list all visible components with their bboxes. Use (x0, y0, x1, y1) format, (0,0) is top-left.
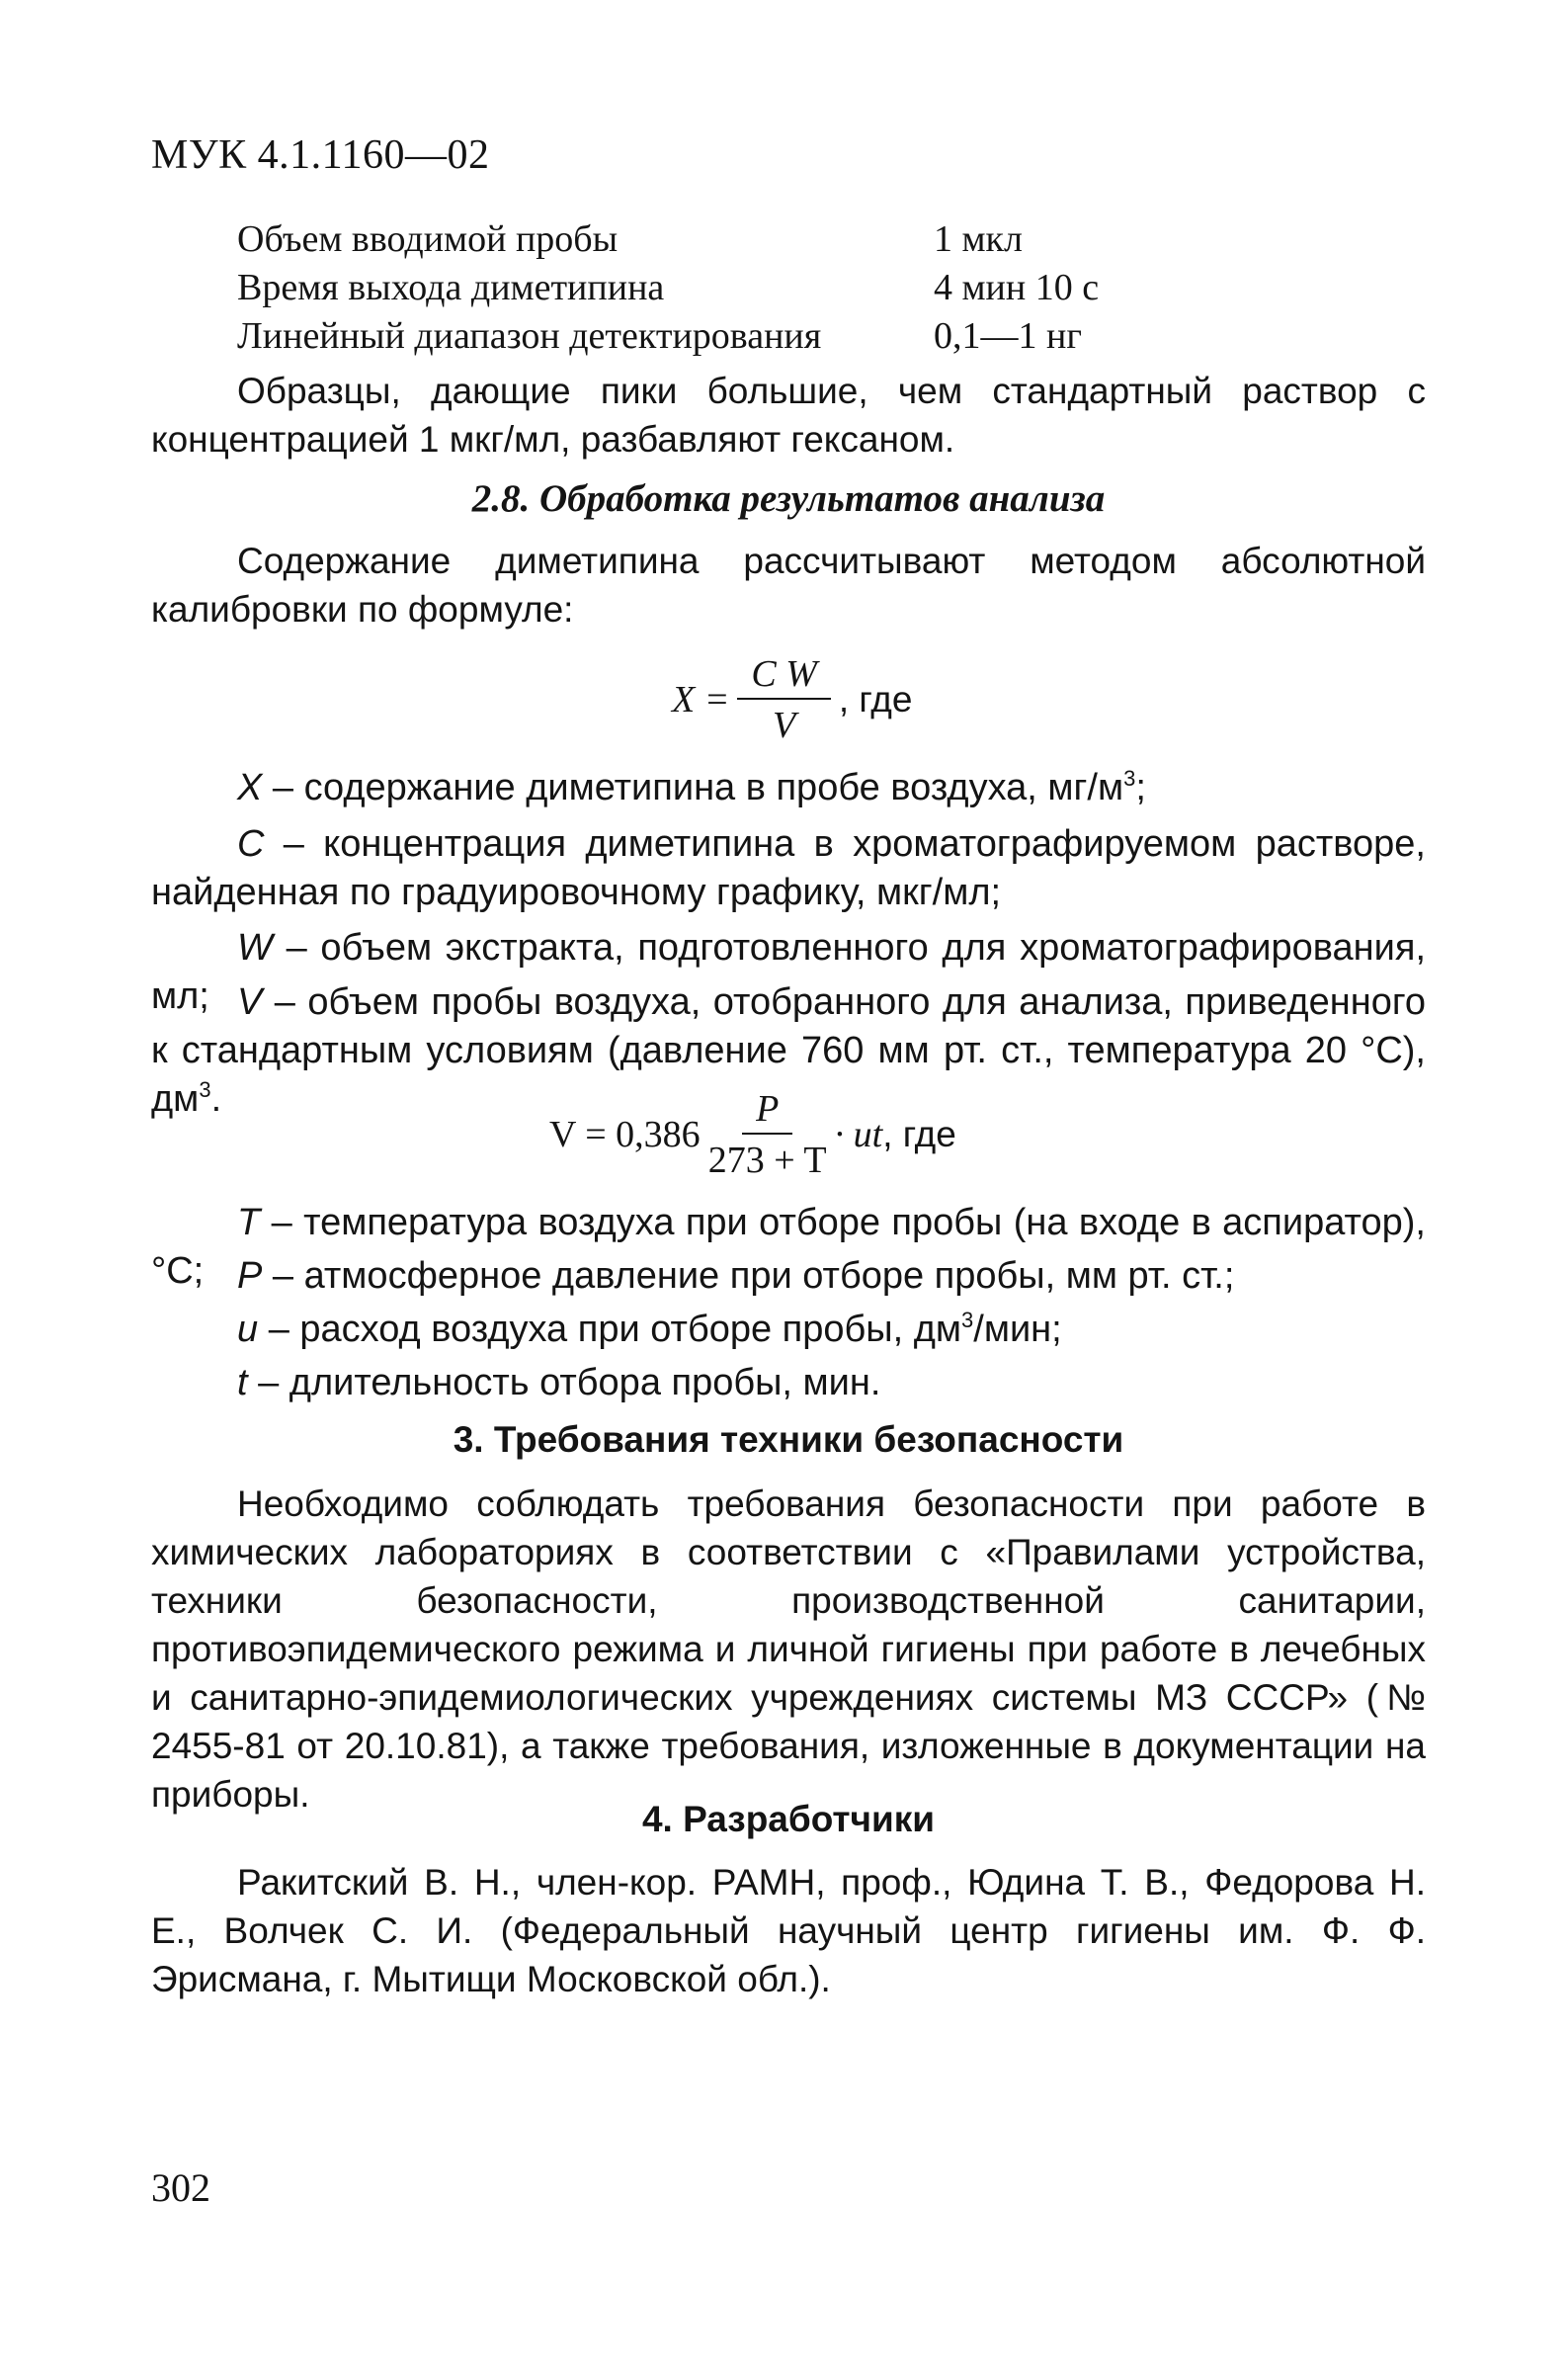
definition-c (151, 820, 1426, 917)
section-4-body: Ракитский В. Н., член-кор. РАМН, проф., Юдина Т. В., Федорова Н. Е., Волчек С. И. (Федеральный научный центр гигиены им. Ф. Ф. Эрисмана, г. Мытищи Московской обл.). (151, 1862, 1426, 1999)
def-text: – концентрация диметипина в хроматографируемом растворе, найденная по градуировочному графику, мкг/мл; (151, 823, 1426, 913)
formula-x-fraction (737, 652, 831, 747)
def-sup: 3 (199, 1077, 211, 1102)
param-value: 1 мкл (934, 218, 1023, 260)
section-2-8-title: 2.8. Обработка результатов анализа (471, 477, 1106, 520)
page-number: 302 (151, 2165, 210, 2210)
document-code: МУК 4.1.1160—02 (151, 132, 490, 178)
calculation-intro: Содержание диметипина рассчитывают методом абсолютной калибровки по формуле: (151, 541, 1426, 630)
formula-v-lhs: V = 0,386 (549, 1114, 701, 1155)
def-text: – объем экстракта, подготовленного для хроматографирования, мл; (151, 927, 1426, 1017)
def-text: – атмосферное давление при отборе пробы, мм рт. ст.; (262, 1255, 1235, 1297)
def-text: – объем пробы воздуха, отобранного для анализа, приведенного к стандартным условиям (давление 760 мм рт. ст., температура 20 °С), дм (151, 981, 1426, 1120)
def-tail: ; (1135, 767, 1146, 808)
def-tail: /мин; (973, 1309, 1062, 1350)
param-name: Объем вводимой пробы (237, 218, 619, 260)
param-row (237, 312, 1423, 361)
formula-v-fraction (708, 1087, 827, 1182)
def-symbol: P (237, 1255, 263, 1297)
def-symbol: W (237, 927, 273, 969)
dilution-note: Образцы, дающие пики большие, чем стандартный раствор с концентрацией 1 мкг/мл, разбавляют гексаном. (151, 371, 1426, 460)
def-sup: 3 (961, 1308, 974, 1332)
def-text: – температура воздуха при отборе пробы (на входе в аспиратор), °С; (151, 1202, 1426, 1292)
formula-v-denominator: 273 + T (707, 1140, 827, 1181)
def-symbol: C (237, 823, 265, 865)
param-row (237, 215, 1423, 264)
formula-v-multiplier: · ut (834, 1114, 883, 1155)
def-text: – содержание диметипина в пробе воздуха, мг/м (262, 767, 1124, 808)
param-name: Линейный диапазон детектирования (237, 315, 822, 357)
definition-u (151, 1306, 1426, 1354)
formula-x-numerator: C W (737, 652, 831, 700)
formula-v-numerator: P (742, 1087, 792, 1135)
parameters-list (237, 215, 1423, 361)
def-tail: . (210, 1078, 222, 1120)
def-symbol: T (237, 1202, 261, 1243)
section-4-title: 4. Разработчики (641, 1799, 936, 1839)
param-row (237, 264, 1423, 312)
section-3-title: 3. Требования техники безопасности (453, 1419, 1124, 1460)
def-symbol: u (237, 1309, 259, 1350)
definition-x (151, 764, 1426, 812)
formula-v-suffix: , где (882, 1114, 956, 1154)
definition-t-duration (151, 1359, 1426, 1407)
def-sup: 3 (1123, 766, 1136, 791)
formula-x-lhs: X = (672, 679, 730, 720)
formula-x-suffix: , где (838, 679, 913, 720)
def-symbol: X (237, 767, 263, 808)
def-text: – длительность отбора пробы, мин. (247, 1362, 881, 1403)
param-value: 0,1—1 нг (934, 315, 1082, 357)
def-symbol: V (237, 981, 263, 1023)
param-value: 4 мин 10 с (934, 267, 1100, 308)
formula-x (672, 652, 912, 747)
definition-p (151, 1252, 1426, 1301)
def-text: – расход воздуха при отборе пробы, дм (258, 1309, 962, 1350)
formula-x-denominator: V (773, 705, 796, 746)
section-3-body: Необходимо соблюдать требования безопасности при работе в химических лабораториях в соответствии с «Правилами устройства, техники безопасности, производственной санитарии, противоэпидемического режима и личной гигиены при работе в лечебных и санитарно-эпидемиологических учреждениях системы МЗ СССР» (№ 2455-81 от 20.10.81), а также требования, изложенные в документации на приборы. (151, 1483, 1426, 1815)
def-symbol: t (237, 1362, 248, 1403)
param-name: Время выхода диметипина (237, 267, 665, 308)
formula-v (549, 1087, 956, 1182)
